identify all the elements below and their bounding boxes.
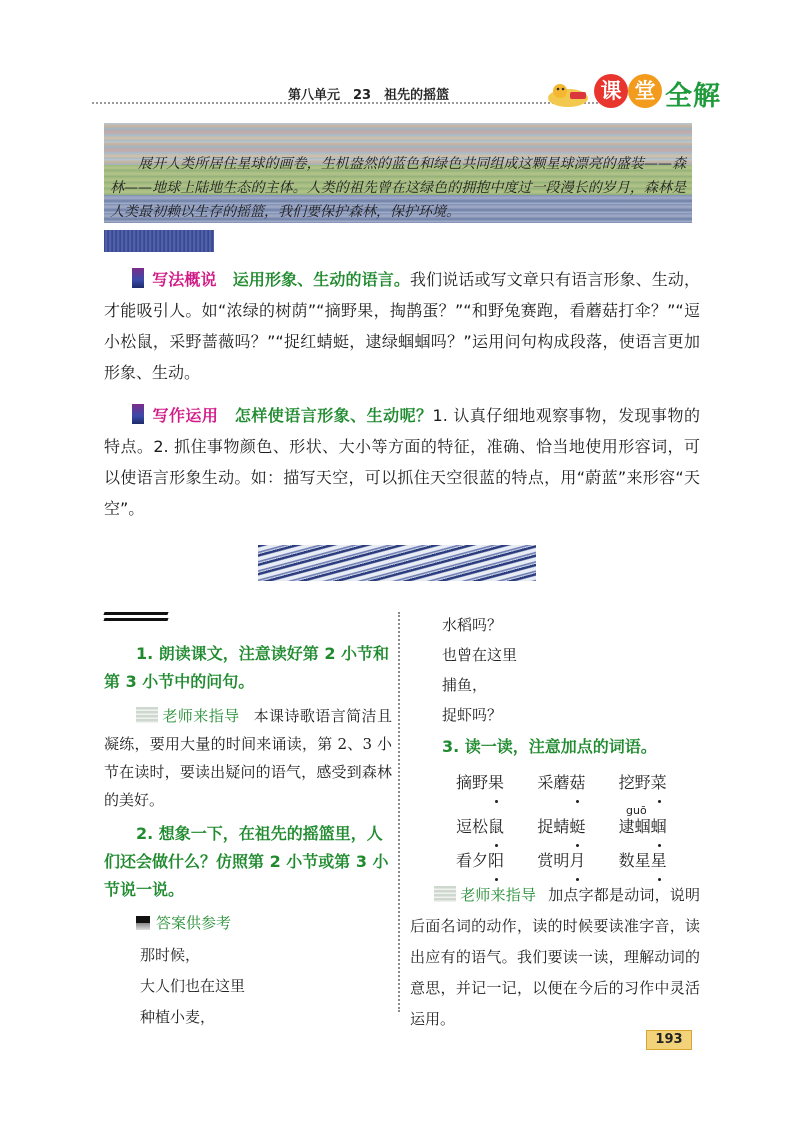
writing-overview-body: 我们说话或写文章只有语言形象、生动，才能吸引人。如“浓绿的树荫”“摘野果，掏鹊蛋？”“和野兔赛跑，看蘑菇打伞？”“逗小松鼠，采野蔷薇吗？”“捉红蜻蜓，逮绿蝈蝈吗？”运用问句构成段落，使语言更加形象、生动。 — [104, 270, 700, 382]
intro-tab-decoration — [104, 230, 214, 252]
word-item: 赏明月 — [537, 844, 618, 878]
writing-overview-lead: 运用形象、生动的语言。 — [232, 270, 410, 289]
writing-use-lead: 怎样使语言形象、生动呢？ — [234, 406, 433, 425]
word-item: 挖野菜 — [619, 766, 700, 800]
poem-line: 种植小麦， — [140, 1008, 216, 1026]
word-item: 看夕阳 — [456, 844, 537, 878]
writing-overview-label: 写法概说 — [152, 270, 217, 289]
word-row — [456, 844, 700, 878]
section-marker-icon — [132, 404, 144, 424]
right-column — [410, 610, 700, 1035]
writing-overview-paragraph — [104, 264, 700, 388]
teacher-guide-1-label: 老师来指导 — [162, 707, 240, 725]
writing-use-paragraph — [104, 400, 700, 524]
teacher-guide-1-text: 本课诗歌语言简洁且凝练，要用大量的时间来诵读，第 2、3 小节在读时，要读出疑问的语气，感受到森林的美好。 — [104, 707, 392, 809]
word-practice-grid — [456, 766, 700, 878]
writing-use-label: 写作运用 — [152, 406, 219, 425]
writing-use-body: 1. 认真仔细地观察事物，发现事物的特点。2. 抓住事物颜色、形状、大小等方面的特征，准确、恰当地使用形容词，可以使语言形象生动。如：描写天空，可以抓住天空很蓝的特点，用“蔚蓝”来形容“天空”。 — [104, 406, 700, 518]
poem-line: 捕鱼， — [442, 676, 488, 694]
word-item: 捉蜻蜓 — [537, 810, 618, 844]
word-item: 采蘑菇 — [537, 766, 618, 800]
question-1: 1. 朗读课文，注意读好第 2 小节和第 3 小节中的问句。 — [104, 644, 390, 691]
page-number: 193 — [646, 1030, 692, 1050]
section-writing-overview — [104, 264, 700, 388]
brand-text-quanjie: 全解 — [665, 81, 721, 112]
column-divider — [398, 612, 400, 1012]
pinyin-guo: guō — [626, 804, 647, 817]
header-unit-title: 第八单元 23 祖先的摇篮 — [288, 88, 450, 103]
section-marker-icon — [132, 268, 144, 288]
teacher-guide-2 — [410, 880, 700, 1035]
intro-paragraph: 展开人类所居住星球的画卷，生机盎然的蓝色和绿色共同组成这颗星球漂亮的盛装——森林——地球上陆地生态的主体。人类的祖先曾在这绿色的拥抱中度过一段漫长的岁月，森林是人类最初赖以生存的摇篮，我们要保护森林，保护环境。 — [110, 156, 686, 220]
answer-poem-continued — [442, 610, 700, 730]
section-divider-band — [258, 545, 536, 581]
poem-line: 水稻吗？ — [442, 616, 503, 634]
poem-line: 大人们也在这里 — [140, 977, 246, 995]
word-row — [456, 766, 700, 800]
section-writing-use — [104, 400, 700, 524]
bear-mascot-icon — [546, 78, 590, 108]
word-row — [456, 810, 700, 844]
answer-poem — [140, 940, 392, 1033]
left-column — [104, 640, 392, 1033]
left-column-stripes-icon — [104, 612, 168, 624]
brand-char-tang: 堂 — [628, 74, 662, 108]
brand-char-ke: 课 — [594, 74, 628, 108]
word-item: 逮蝈蝈 — [619, 810, 700, 844]
poem-line: 那时候， — [140, 946, 201, 964]
poem-line: 也曾在这里 — [442, 646, 518, 664]
guide-marker-icon — [434, 886, 456, 902]
answer-reference-label: 答案供参考 — [156, 914, 232, 932]
teacher-guide-2-label: 老师来指导 — [460, 886, 537, 904]
answer-reference — [136, 910, 392, 936]
question-2: 2. 想象一下，在祖先的摇篮里，人们还会做什么？仿照第 2 小节或第 3 小节说一说。 — [104, 824, 389, 899]
word-item: 摘野果 — [456, 766, 537, 800]
word-item: 逗松鼠 — [456, 810, 537, 844]
answer-marker-icon — [136, 916, 150, 930]
teacher-guide-1 — [104, 702, 392, 814]
intro-text-block — [110, 152, 686, 224]
question-3: 3. 读一读，注意加点的词语。 — [442, 737, 657, 756]
poem-line: 捉虾吗？ — [442, 706, 503, 724]
word-item: 数星星 — [619, 844, 700, 878]
brand-logo — [530, 72, 728, 112]
guide-marker-icon — [136, 707, 158, 723]
teacher-guide-2-text: 加点字都是动词，说明后面名词的动作，读的时候要读准字音，读出应有的语气。我们要读一读，理解动词的意思，并记一记，以便在今后的习作中灵活运用。 — [410, 886, 700, 1028]
